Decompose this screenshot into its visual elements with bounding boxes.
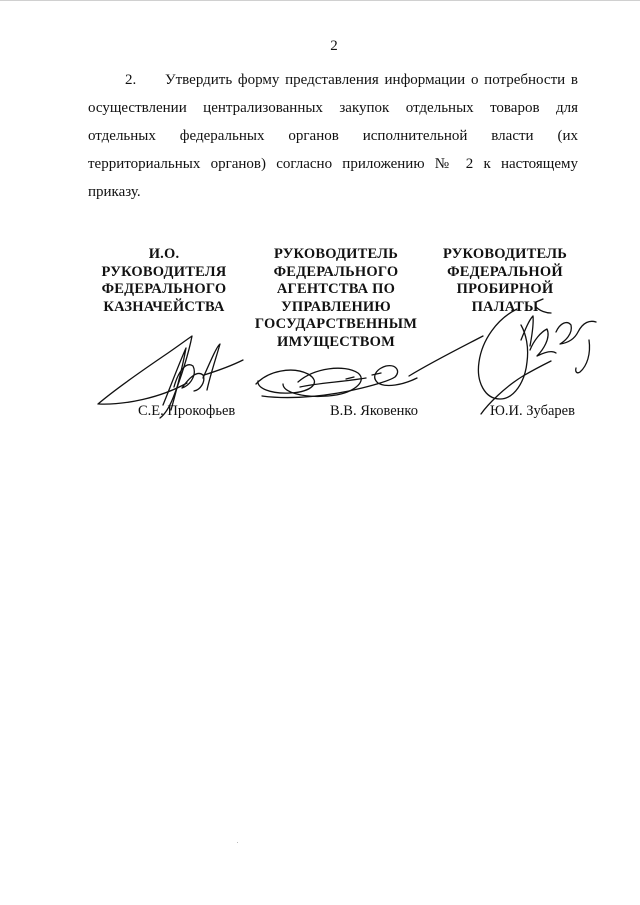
signatory-assay-chamber-title: [430, 246, 580, 316]
page-top-edge: [0, 0, 640, 1]
scan-speck: [237, 842, 238, 843]
title-line: РУКОВОДИТЕЛЬ: [274, 246, 398, 262]
title-line: ГОСУДАРСТВЕННЫМ: [254, 316, 418, 332]
title-line: ИМУЩЕСТВОМ: [277, 333, 395, 350]
title-line: УПРАВЛЕНИЮ: [281, 298, 391, 315]
title-line: ФЕДЕРАЛЬНОГО: [273, 263, 399, 280]
title-line: ПАЛАТЫ: [471, 298, 539, 315]
signer-name-yakovenko: В.В. Яковенко: [330, 403, 418, 419]
title-line: АГЕНТСТВА ПО: [276, 281, 396, 297]
title-line: ФЕДЕРАЛЬНОЙ: [447, 263, 563, 280]
title-line: И.О.: [148, 246, 180, 262]
page-number: 2: [330, 38, 338, 54]
signer-name-zubarev: Ю.И. Зубарев: [490, 403, 575, 419]
signatory-property-agency-title: [246, 246, 426, 351]
signatory-treasury-title: [86, 246, 242, 316]
title-line: КАЗНАЧЕЙСТВА: [103, 298, 225, 315]
title-line: РУКОВОДИТЕЛЬ: [443, 246, 567, 262]
paragraph-number: 2.: [125, 72, 137, 88]
title-line: ФЕДЕРАЛЬНОГО: [101, 281, 227, 297]
title-line: РУКОВОДИТЕЛЯ: [101, 263, 227, 280]
title-line: ПРОБИРНОЙ: [456, 281, 554, 297]
paragraph-text: Утвердить форму представления информации о потребности в осуществлении централизованных закупок отдельных товаров для отдельных федеральных органов исполнительной власти (их территориальных органов) согласно приложению № 2 к настоящему приказу.: [88, 72, 578, 200]
paragraph-2: [88, 66, 578, 206]
signer-name-prokofiev: С.Е. Прокофьев: [138, 403, 236, 419]
signature-zubarev: [478, 299, 596, 414]
